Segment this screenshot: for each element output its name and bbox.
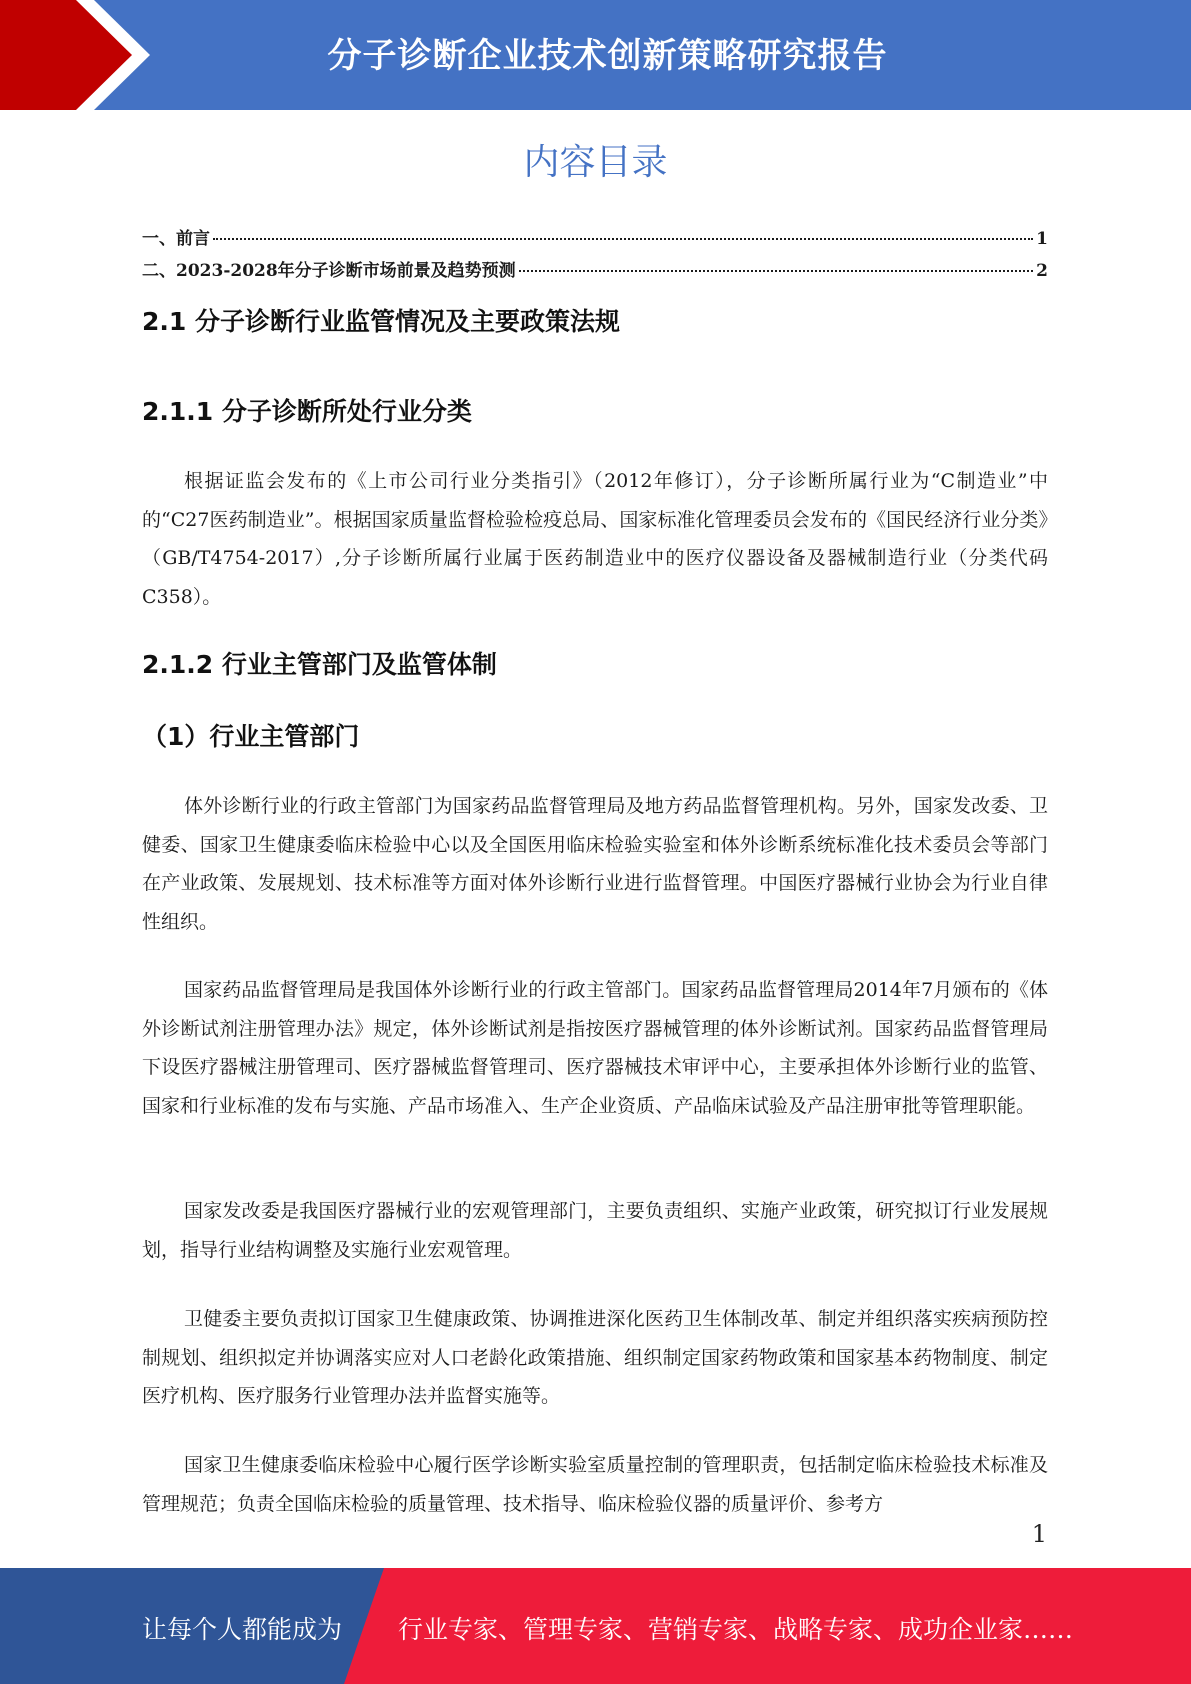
toc-entry-text: 二、2023-2028年分子诊断市场前景及趋势预测 [142,261,516,281]
paragraph-classification: 根据证监会发布的《上市公司行业分类指引》（2012年修订），分子诊断所属行业为“C制造业”中的“C27医药制造业”。根据国家质量监督检验检疫总局、国家标准化管理委员会发布的《国民经济行业分类》（GB/T4754-2017）,分子诊断所属行业属于医药制造业中的医疗仪器设备及器械制造行业（分类代码C358）。 [142,470,1048,608]
page-header [0,0,1191,110]
page-number: 1 [1031,1520,1047,1548]
toc-entry-page: 2 [1036,261,1048,281]
paragraph-clinical-center: 国家卫生健康委临床检验中心履行医学诊断实验室质量控制的管理职责，包括制定临床检验技术标准及管理规范；负责全国临床检验的质量管理、技术指导、临床检验仪器的质量评价、参考方 [142,1454,1048,1515]
page-footer [0,1568,1191,1684]
toc-leader [213,238,1033,240]
toc-title: 内容目录 [523,142,668,183]
section-heading-2-1-1: 2.1.1 分子诊断所处行业分类 [142,397,472,426]
section-heading-authority: （1）行业主管部门 [142,722,360,751]
report-title: 分子诊断企业技术创新策略研究报告 [327,36,888,76]
paragraph-nhc: 卫健委主要负责拟订国家卫生健康政策、协调推进深化医药卫生体制改革、制定并组织落实疾病预防控制规划、组织拟定并协调落实应对人口老龄化政策措施、组织制定国家药物政策和国家基本药物制度、制定医疗机构、医疗服务行业管理办法并监督实施等。 [142,1308,1048,1407]
footer-slogan-left: 让每个人都能成为 [142,1615,343,1644]
toc-entry-preface[interactable] [142,224,1048,248]
toc-leader [519,270,1033,272]
paragraph-ndrc: 国家发改委是我国医疗器械行业的宏观管理部门，主要负责组织、实施产业政策，研究拟订行业发展规划，指导行业结构调整及实施行业宏观管理。 [142,1200,1048,1261]
toc-entry-page: 1 [1036,229,1048,249]
footer-slogan-right: 行业专家、管理专家、营销专家、战略专家、成功企业家…… [398,1615,1074,1644]
section-heading-2-1-2: 2.1.2 行业主管部门及监管体制 [142,650,497,679]
toc-entry-forecast[interactable] [142,256,1048,280]
section-heading-2-1: 2.1 分子诊断行业监管情况及主要政策法规 [142,307,620,336]
paragraph-nmpa: 国家药品监督管理局是我国体外诊断行业的行政主管部门。国家药品监督管理局2014年7月颁布的《体外诊断试剂注册管理办法》规定，体外诊断试剂是指按医疗器械管理的体外诊断试剂。国家药品监督管理局下设医疗器械注册管理司、医疗器械监督管理司、医疗器械技术审评中心，主要承担体外诊断行业的监管、国家和行业标准的发布与实施、产品市场准入、生产企业资质、产品临床试验及产品注册审批等管理职能。 [142,979,1048,1117]
toc-entry-text: 一、前言 [142,229,210,249]
paragraph-authorities: 体外诊断行业的行政主管部门为国家药品监督管理局及地方药品监督管理机构。另外，国家发改委、卫健委、国家卫生健康委临床检验中心以及全国医用临床检验实验室和体外诊断系统标准化技术委员会等部门在产业政策、发展规划、技术标准等方面对体外诊断行业进行监督管理。中国医疗器械行业协会为行业自律性组织。 [142,795,1048,933]
